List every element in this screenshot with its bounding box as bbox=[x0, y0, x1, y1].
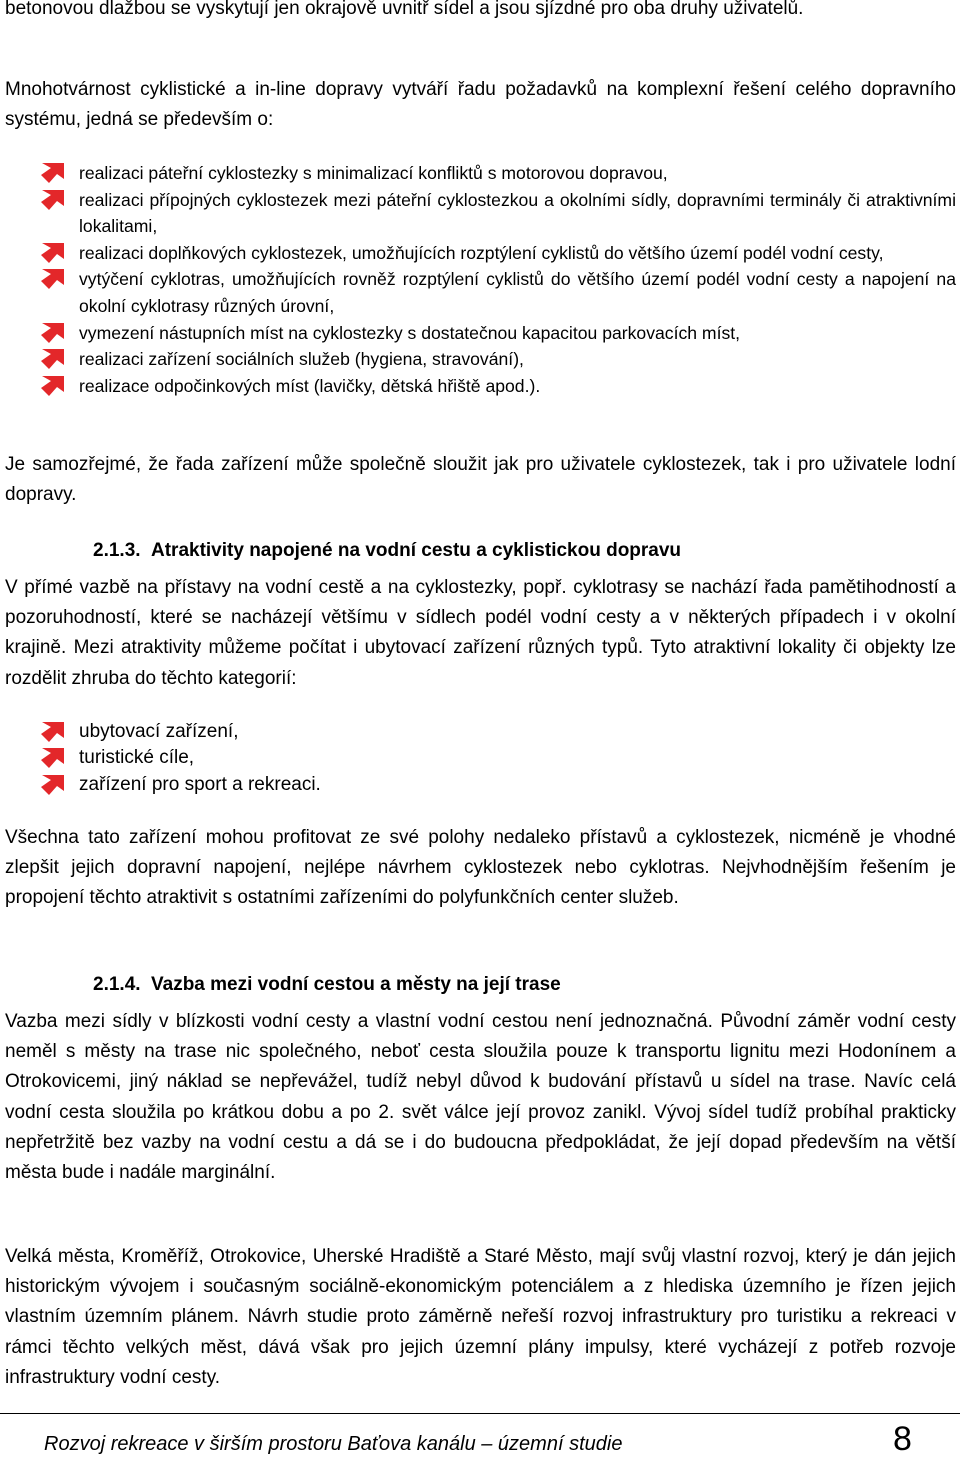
red-arrow-bullet-icon bbox=[40, 190, 64, 210]
red-arrow-bullet-icon bbox=[40, 323, 64, 343]
list-item: turistické cíle, bbox=[0, 745, 956, 771]
section-number: 2.1.3. bbox=[93, 540, 141, 561]
list-item: realizaci páteřní cyklostezky s minimalizací konfliktů s motorovou dopravou, bbox=[0, 160, 956, 187]
list-item: realizaci přípojných cyklostezek mezi páteřní cyklostezkou a okolními sídly, dopravními terminály či atraktivními lokalitami, bbox=[0, 187, 956, 240]
list-item: zařízení pro sport a rekreaci. bbox=[0, 772, 956, 798]
paragraph: Vazba mezi sídly v blízkosti vodní cesty a vlastní vodní cestou není jednoznačná. Původní záměr vodní cesty neměl s městy na trase nic společného, neboť cesta sloužila pouze k transportu lignitu mezi Hodonínem a Otrokovicemi, jiný náklad se nepřevážel, tudíž nebyl důvod k budování přístavů u sídel na trase. Navíc celá vodní cesta sloužila po krátkou dobu a po 2. svět válce její provoz zanikl. Vývoj sídel tudíž probíhal prakticky nepřetržitě bez vazby na vodní cestu a dá se i do budoucna předpokládat, že její dopad především na větší města bude i nadále marginální. bbox=[5, 1011, 956, 1184]
list-item: realizaci doplňkových cyklostezek, umožňujících rozptýlení cyklistů do většího území podél vodní cesty, bbox=[0, 240, 956, 267]
requirements-list bbox=[0, 160, 956, 399]
footer-title: Rozvoj rekreace v širším prostoru Baťova kanálu – územní studie bbox=[44, 1433, 623, 1455]
red-arrow-bullet-icon bbox=[40, 775, 64, 795]
paragraph: Všechna tato zařízení mohou profitovat ze své polohy nedaleko přístavů a cyklostezek, nicméně je vhodné zlepšit jejich dopravní napojení, nejlépe návrhem cyklostezek nebo cyklotras. Nejvhodnějším řešením je propojení těchto atraktivit s ostatními zařízeními do polyfunkčních center služeb. bbox=[5, 827, 956, 909]
red-arrow-bullet-icon bbox=[40, 722, 64, 742]
red-arrow-bullet-icon bbox=[40, 349, 64, 369]
section-heading bbox=[93, 974, 561, 996]
red-arrow-bullet-icon bbox=[40, 269, 64, 289]
paragraph: Je samozřejmé, že řada zařízení může společně sloužit jak pro uživatele cyklostezek, tak i pro uživatele lodní dopravy. bbox=[5, 454, 956, 506]
section-heading bbox=[93, 540, 681, 562]
footer-divider bbox=[0, 1413, 960, 1414]
attractions-list bbox=[0, 719, 956, 798]
red-arrow-bullet-icon bbox=[40, 376, 64, 396]
paragraph: Velká města, Kroměříž, Otrokovice, Uherské Hradiště a Staré Město, mají svůj vlastní rozvoj, který je dán jejich historickým vývojem i současným sociálně-ekonomickým potenciálem a z hlediska územního je řízen jejich vlastním územním plánem. Návrh studie proto záměrně neřeší rozvoj infrastruktury pro turistiku a rekreaci v rámci těchto velkých měst, dává však pro jejich územní plány impulsy, které vycházejí z potřeb rozvoje infrastruktury vodní cesty. bbox=[5, 1246, 956, 1388]
list-item: realizaci zařízení sociálních služeb (hygiena, stravování), bbox=[0, 346, 956, 373]
section-title: Vazba mezi vodní cestou a městy na její trase bbox=[151, 974, 561, 995]
page-number: 8 bbox=[893, 1420, 912, 1458]
red-arrow-bullet-icon bbox=[40, 163, 64, 183]
list-item: realizace odpočinkových míst (lavičky, dětská hřiště apod.). bbox=[0, 373, 956, 400]
section-number: 2.1.4. bbox=[93, 974, 141, 995]
paragraph: betonovou dlažbou se vyskytují jen okrajově uvnitř sídel a jsou sjízdné pro oba druhy uživatelů. bbox=[5, 0, 804, 19]
red-arrow-bullet-icon bbox=[40, 748, 64, 768]
list-item: vytýčení cyklotras, umožňujících rovněž rozptýlení cyklistů do většího území podél vodní cesty a napojení na okolní cyklotrasy různých úrovní, bbox=[0, 266, 956, 319]
list-item: ubytovací zařízení, bbox=[0, 719, 956, 745]
paragraph: V přímé vazbě na přístavy na vodní cestě a na cyklostezky, popř. cyklotrasy se nachází řada pamětihodností a pozoruhodností, které se nacházejí většímu v sídlech podél vodní cesty a v některých případech i v okolní krajině. Mezi atraktivity můžeme počítat i ubytovací zařízení různých typů. Tyto atraktivní lokality či objekty lze rozdělit zhruba do těchto kategorií: bbox=[5, 577, 956, 689]
list-item: vymezení nástupních míst na cyklostezky s dostatečnou kapacitou parkovacích míst, bbox=[0, 320, 956, 347]
paragraph: Mnohotvárnost cyklistické a in-line dopravy vytváří řadu požadavků na komplexní řešení celého dopravního systému, jedná se především o: bbox=[5, 79, 956, 131]
red-arrow-bullet-icon bbox=[40, 243, 64, 263]
section-title: Atraktivity napojené na vodní cestu a cyklistickou dopravu bbox=[151, 540, 682, 561]
